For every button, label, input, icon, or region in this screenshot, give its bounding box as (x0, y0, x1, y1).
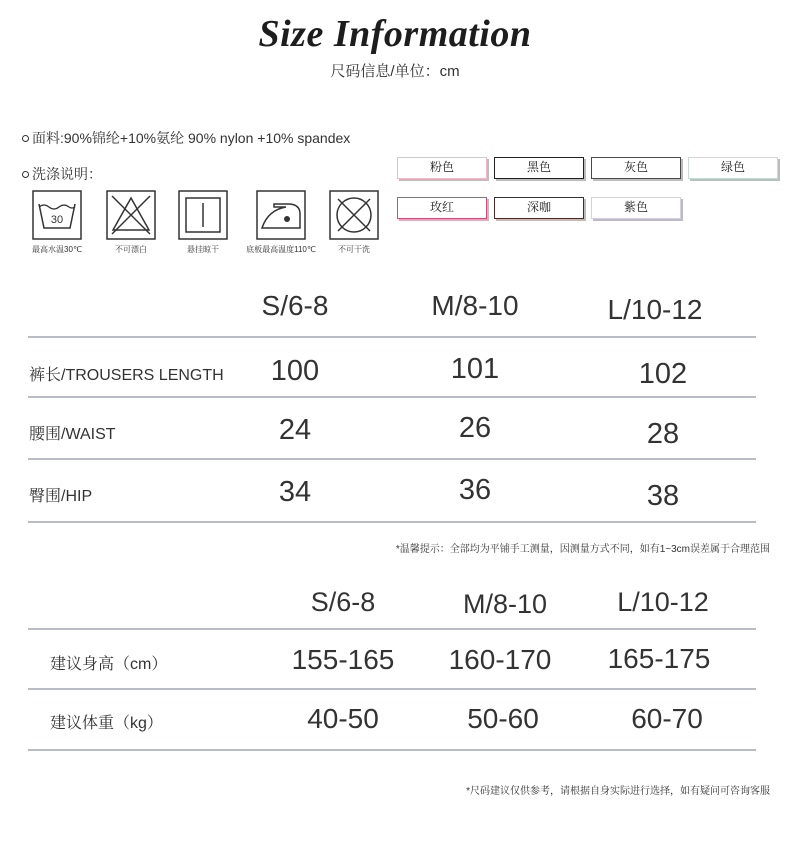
washing-label-text: 洗涤说明： (32, 166, 102, 182)
measurement-note: *温馨提示：全部均为平铺手工测量，因测量方式不同，如有1~3cm误差属于合理范围 (395, 544, 770, 555)
cell-waist-l: 28 (646, 418, 680, 450)
size-header-m: M/8-10 (431, 290, 519, 321)
cell-weight-m: 50-60 (467, 703, 539, 734)
care-item-wash (22, 190, 92, 255)
row-label-waist: 腰围/WAIST (29, 426, 116, 443)
divider (28, 521, 756, 523)
washing-label (22, 164, 102, 184)
divider (28, 458, 756, 460)
fit-header-l: L/10-12 (617, 587, 709, 617)
cell-length-m: 101 (450, 353, 500, 385)
cell-hip-l: 38 (646, 480, 680, 512)
bullet-icon (22, 171, 29, 178)
cell-length-l: 102 (638, 358, 688, 390)
size-header-s: S/6-8 (261, 290, 329, 321)
care-item-iron (246, 190, 316, 255)
color-swatch-rose[interactable]: 玫红 (397, 197, 487, 219)
no-bleach-icon (106, 190, 156, 240)
cell-hip-s: 34 (278, 476, 312, 508)
care-item-dry (168, 190, 238, 255)
care-caption: 最高水温30℃ (32, 245, 82, 254)
cell-height-l: 165-175 (607, 643, 711, 674)
cell-height-s: 155-165 (291, 644, 395, 675)
cell-waist-s: 24 (278, 414, 312, 446)
cell-weight-l: 60-70 (631, 703, 703, 734)
divider (28, 688, 756, 690)
row-label-weight: 建议体重（kg） (50, 715, 163, 732)
care-caption: 不可漂白 (115, 245, 147, 254)
care-item-dryclean (319, 190, 389, 255)
cell-waist-m: 26 (458, 412, 492, 444)
color-swatch-purple[interactable]: 紫色 (591, 197, 681, 219)
care-item-bleach (96, 190, 166, 255)
row-label-length: 裤长/TROUSERS LENGTH (29, 367, 224, 384)
svg-text:30: 30 (50, 214, 64, 226)
color-swatch-green[interactable]: 绿色 (688, 157, 778, 179)
iron-110-icon (256, 190, 306, 240)
divider (28, 749, 756, 751)
care-caption: 底板最高温度110℃ (246, 245, 316, 254)
care-caption: 悬挂晾干 (187, 245, 219, 254)
care-caption: 不可干洗 (338, 245, 370, 254)
cell-length-s: 100 (270, 355, 320, 387)
page-subtitle: 尺码信息/单位：cm (330, 63, 460, 80)
color-swatch-pink[interactable]: 粉色 (397, 157, 487, 179)
bullet-icon (22, 135, 29, 142)
fabric-info (22, 128, 350, 148)
row-label-hip: 臀围/HIP (29, 488, 93, 505)
row-label-height: 建议身高（cm） (50, 656, 168, 673)
size-header-l: L/10-12 (607, 294, 703, 325)
no-dry-clean-icon (329, 190, 379, 240)
fit-header-s: S/6-8 (310, 587, 376, 617)
divider (28, 336, 756, 338)
fit-header-m: M/8-10 (462, 589, 548, 619)
cell-height-m: 160-170 (448, 644, 552, 675)
care-icons (22, 190, 382, 260)
cell-hip-m: 36 (458, 474, 492, 506)
divider (28, 396, 756, 398)
size-advice-note: *尺码建议仅供参考，请根据自身实际进行选择，如有疑问可咨询客服 (466, 786, 770, 797)
color-swatch-dark-coffee[interactable]: 深咖 (494, 197, 584, 219)
page-title: Size Information (258, 13, 532, 55)
cell-weight-s: 40-50 (307, 703, 379, 734)
color-swatch-black[interactable]: 黑色 (494, 157, 584, 179)
fabric-text: 面料:90%锦纶+10%氨纶 90% nylon +10% spandex (32, 130, 351, 146)
divider (28, 628, 756, 630)
line-dry-icon (178, 190, 228, 240)
wash-30-icon (32, 190, 82, 240)
color-swatch-gray[interactable]: 灰色 (591, 157, 681, 179)
